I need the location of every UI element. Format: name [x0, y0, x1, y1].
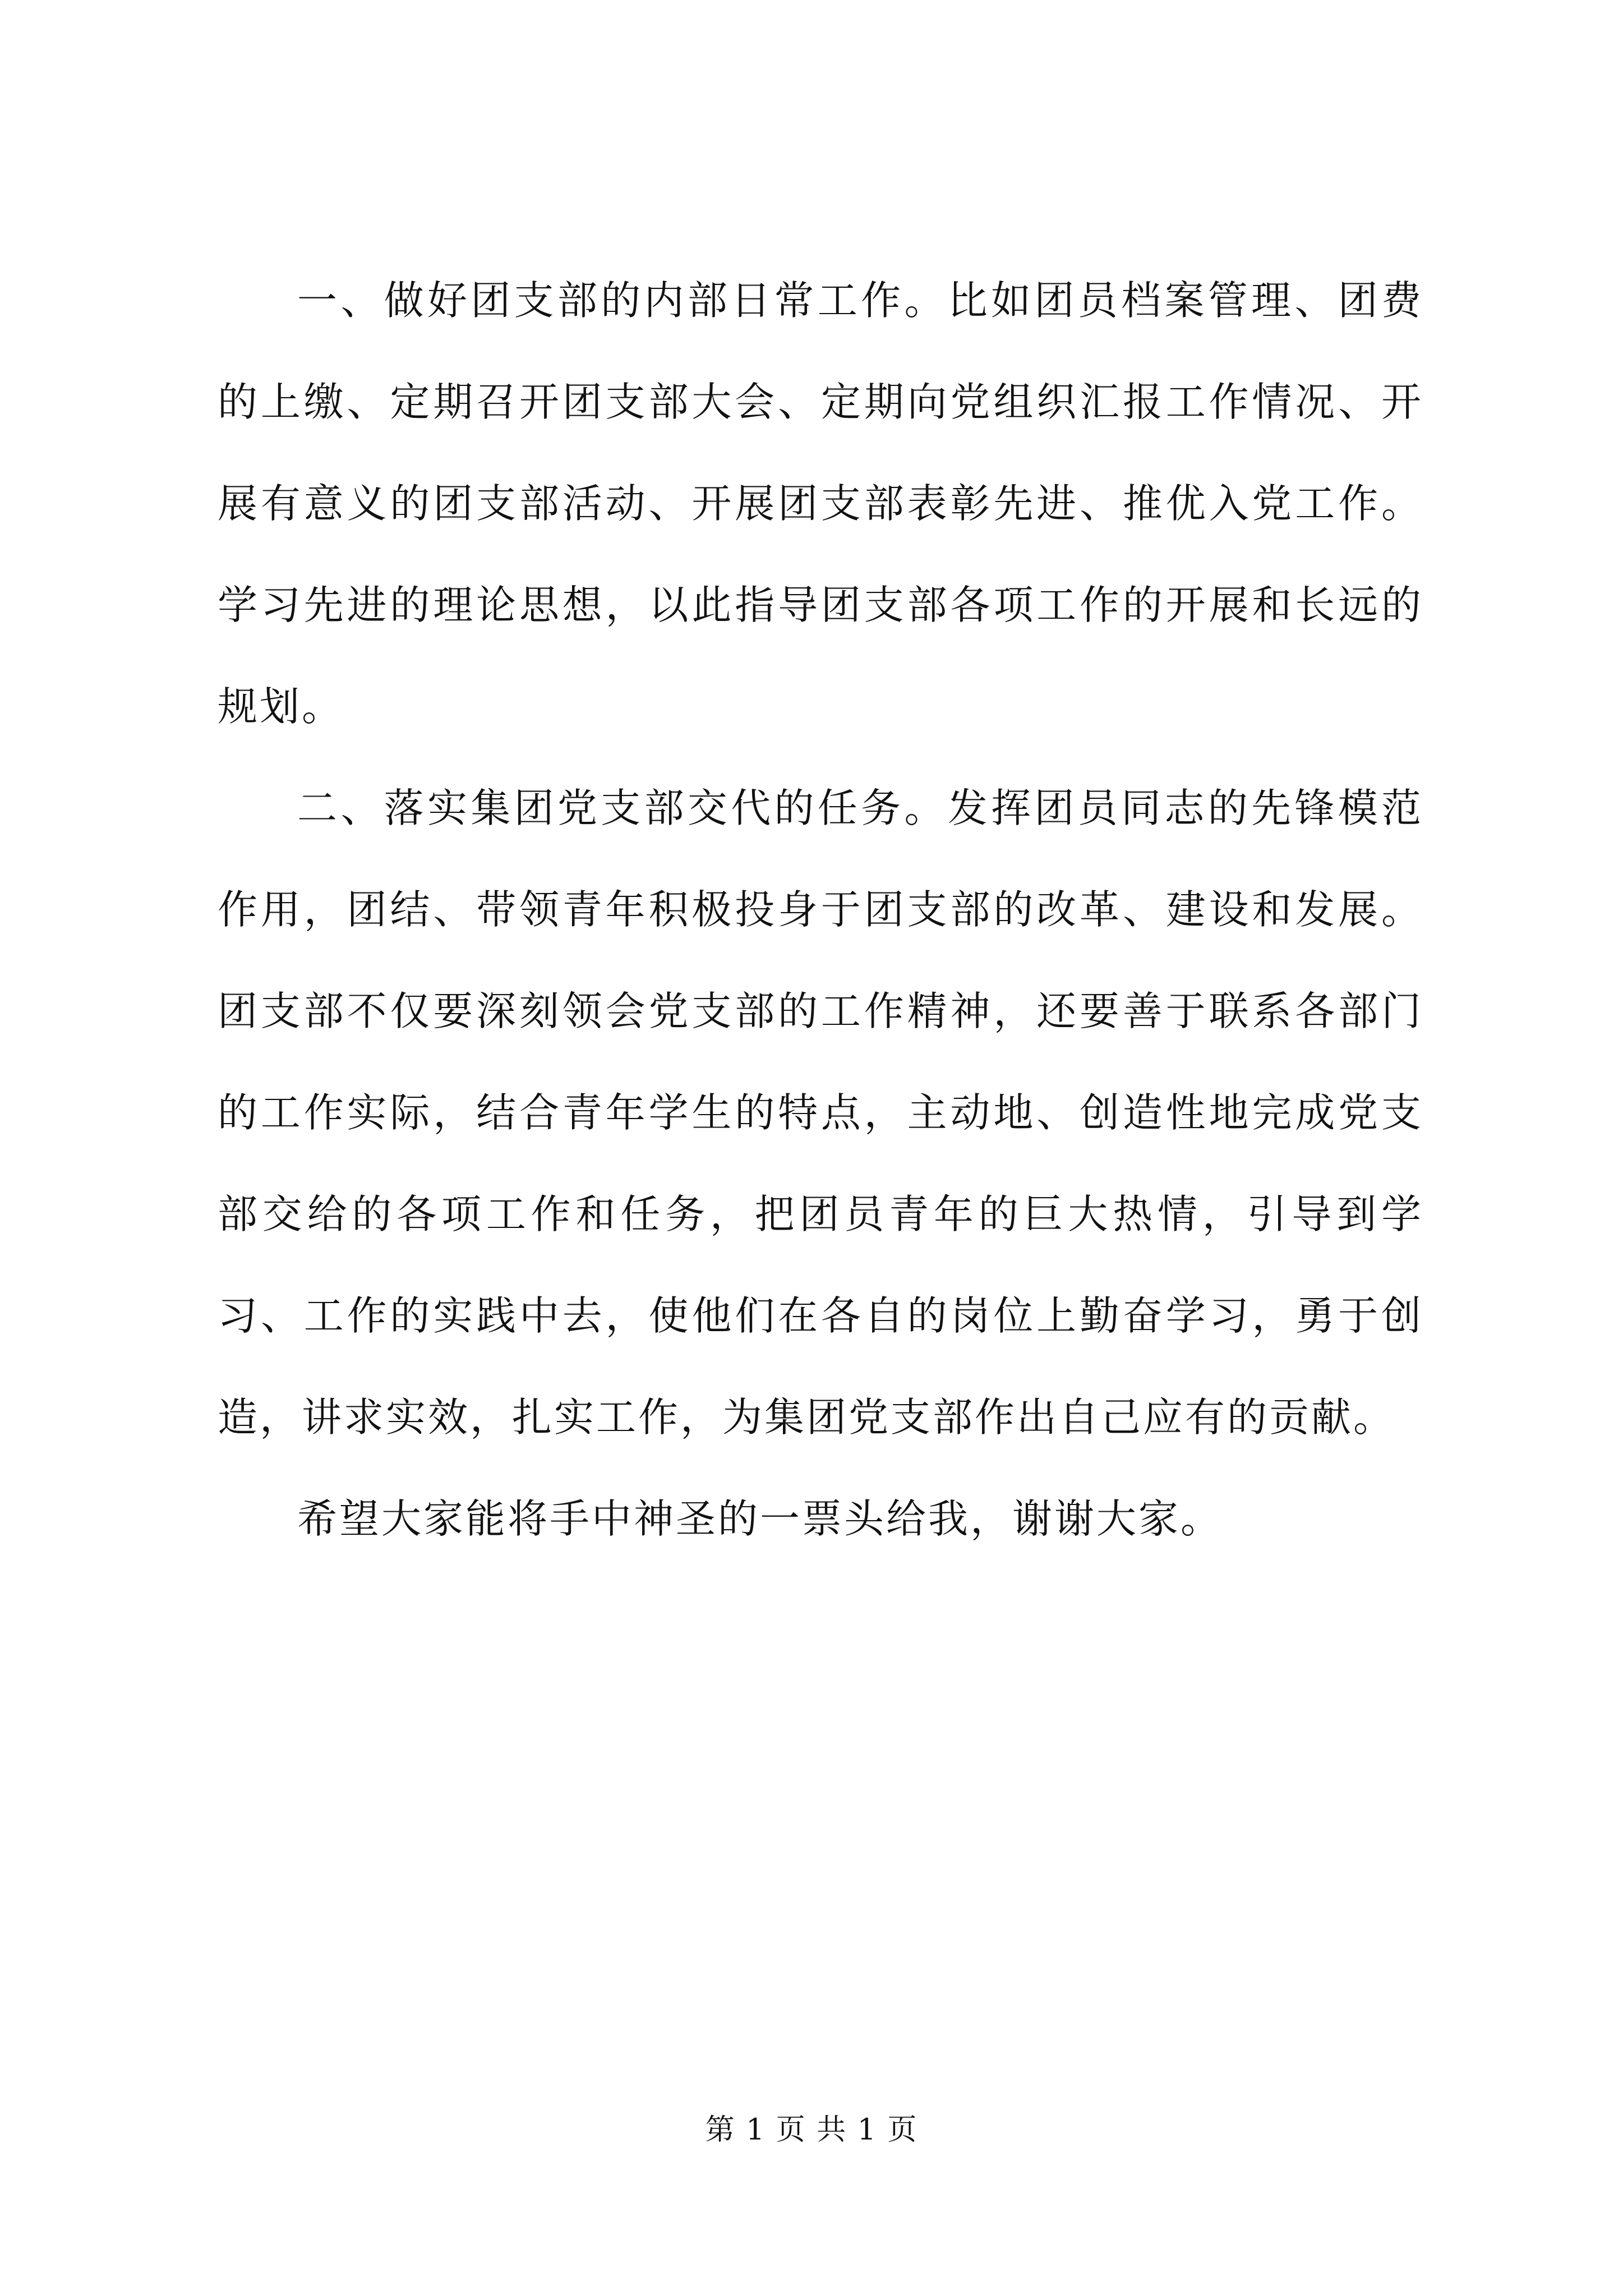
paragraph-3: 希望大家能将手中神圣的一票头给我，谢谢大家。 — [297, 1496, 1223, 1542]
paragraph-1: 一、做好团支部的内部日常工作。比如团员档案管理、团费的上缴、定期召开团支部大会、定期向党组织汇报工作情况、开展有意义的团支部活动、开展团支部表彰先进、推优入党工作。学习先进的理论思想，以此指导团支部各项工作的开展和长远的规划。 — [218, 277, 1423, 730]
page-number-footer: 第 1 页 共 1 页 — [705, 2113, 918, 2147]
paragraph-2: 二、落实集团党支部交代的任务。发挥团员同志的先锋模范作用，团结、带领青年积极投身于团支部的改革、建设和发展。团支部不仅要深刻领会党支部的工作精神，还要善于联系各部门的工作实际，结合青年学生的特点，主动地、创造性地完成党支部交给的各项工作和任务，把团员青年的巨大热情，引导到学习、工作的实践中去，使他们在各自的岗位上勤奋学习，勇于创造，讲求实效，扎实工作，为集团党支部作出自己应有的贡献。 — [218, 785, 1423, 1441]
document-body — [218, 250, 1423, 1570]
